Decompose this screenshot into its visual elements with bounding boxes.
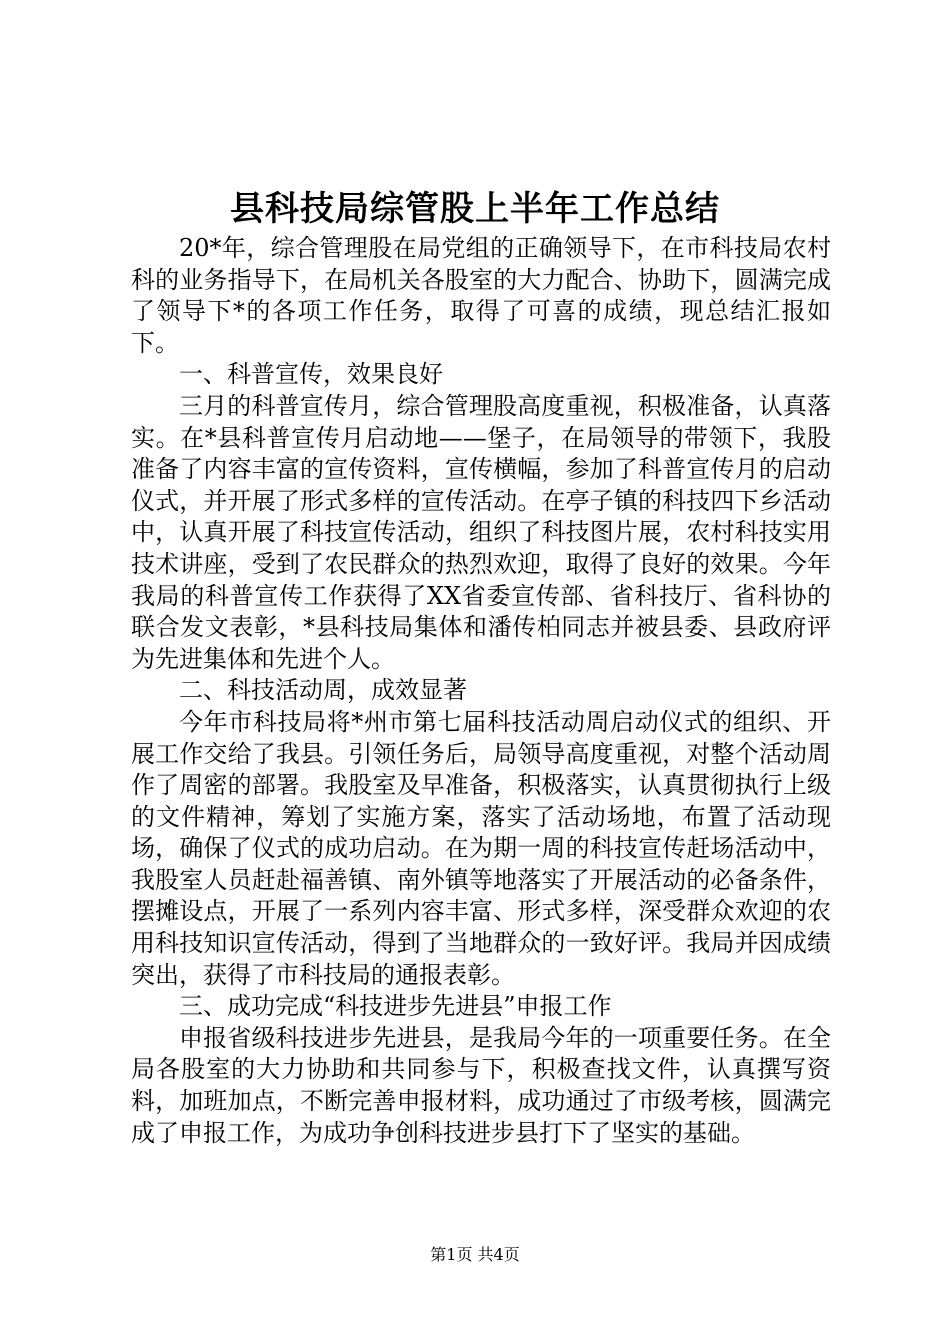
section-heading-3: 三、成功完成“科技进步先进县”申报工作 (179, 992, 612, 1021)
paragraph-section-2: 今年市科技局将*州市第七届科技活动周启动仪式的组织、开展工作交给了我县。引领任务后，局领导高度重视，对整个活动周作了周密的部署。我股室及早准备，积极落实，认真贯彻执行上级的文件精神，筹划了实施方案，落实了活动场地，布置了活动现场，确保了仪式的成功启动。在为期一周的科技宣传赶场活动中，我股室人员赶赴福善镇、南外镇等地落实了开展活动的必备条件，摆摊设点，开展了一系列内容丰富、形式多样，深受群众欢迎的农用科技知识宣传活动，得到了当地群众的一致好评。我局并因成绩突出，获得了市科技局的通报表彰。 (131, 707, 831, 989)
paragraph-section-1: 三月的科普宣传月，综合管理股高度重视，积极准备，认真落实。在*县科普宣传月启动地——堡子，在局领导的带领下，我股准备了内容丰富的宣传资料，宣传横幅，参加了科普宣传月的启动仪式，并开展了形式多样的宣传活动。在亭子镇的科技四下乡活动中，认真开展了科技宣传活动，组织了科技图片展，农村科技实用技术讲座，受到了农民群众的热烈欢迎，取得了良好的效果。今年我局的科普宣传工作获得了XX省委宣传部、省科技厅、省科协的联合发文表彰，*县科技局集体和潘传柏同志并被县委、县政府评为先进集体和先进个人。 (131, 391, 831, 673)
paragraph-intro: 20*年，综合管理股在局党组的正确领导下，在市科技局农村科的业务指导下，在局机关各股室的大力配合、协助下，圆满完成了领导下*的各项工作任务，取得了可喜的成绩，现总结汇报如下。 (131, 234, 831, 357)
section-heading-2: 二、科技活动周，成效显著 (179, 676, 467, 705)
paragraph-section-3: 申报省级科技进步先进县，是我局今年的一项重要任务。在全局各股室的大力协助和共同参与下，积极查找文件，认真撰写资料，加班加点，不断完善申报材料，成功通过了市级考核，圆满完成了申报工作，为成功争创科技进步县打下了坚实的基础。 (131, 1023, 831, 1147)
page-number-footer: 第1页 共4页 (430, 1245, 520, 1264)
section-heading-1: 一、科普宣传，效果良好 (179, 360, 443, 389)
document-title: 县科技局综管股上半年工作总结 (230, 189, 720, 229)
document-body (131, 233, 831, 1149)
